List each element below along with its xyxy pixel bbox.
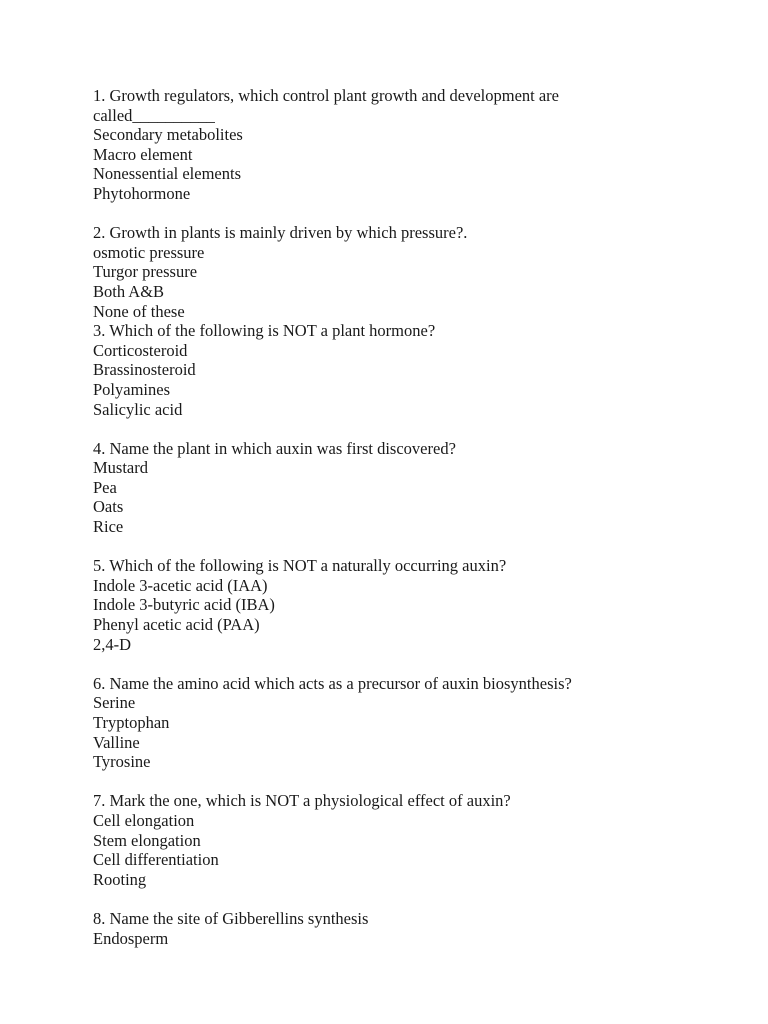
question-text: 8. Name the site of Gibberellins synthesis: [93, 908, 369, 928]
question-8: [93, 909, 768, 948]
answer-option: Polyamines: [93, 379, 170, 399]
answer-option: Oats: [93, 497, 124, 517]
question-text: 2. Growth in plants is mainly driven by which pressure?.: [93, 223, 468, 243]
answer-option: Salicylic acid: [93, 399, 183, 419]
answer-option: Indole 3-butyric acid (IBA): [93, 595, 275, 615]
answer-option: Cell differentiation: [93, 850, 219, 870]
answer-option: Endosperm: [93, 928, 169, 948]
question-1: [93, 86, 768, 204]
answer-option: Macro element: [93, 144, 193, 164]
question-text: 4. Name the plant in which auxin was first discovered?: [93, 438, 456, 458]
answer-option: Corticosteroid: [93, 340, 188, 360]
answer-option: osmotic pressure: [93, 242, 205, 262]
answer-option: None of these: [93, 301, 185, 321]
question-6: [93, 674, 768, 772]
answer-option: Both A&B: [93, 281, 165, 301]
question-text: 3. Which of the following is NOT a plant hormone?: [93, 321, 436, 341]
answer-option: Rice: [93, 517, 124, 537]
question-7: [93, 791, 768, 889]
answer-option: Nonessential elements: [93, 164, 242, 184]
answer-option: Indole 3-acetic acid (IAA): [93, 575, 268, 595]
answer-option: Secondary metabolites: [93, 125, 243, 145]
answer-option: Serine: [93, 693, 136, 713]
question-text: 6. Name the amino acid which acts as a precursor of auxin biosynthesis?: [93, 673, 572, 693]
question-3: [93, 321, 768, 419]
answer-option: Valline: [93, 732, 140, 752]
question-text: 5. Which of the following is NOT a naturally occurring auxin?: [93, 556, 507, 576]
answer-option: Stem elongation: [93, 830, 201, 850]
question-text-continued: called__________: [93, 105, 215, 125]
answer-option: Cell elongation: [93, 810, 195, 830]
question-4: [93, 439, 768, 537]
answer-option: Pea: [93, 477, 117, 497]
answer-option: Tyrosine: [93, 752, 151, 772]
answer-option: Brassinosteroid: [93, 360, 196, 380]
question-text: 7. Mark the one, which is NOT a physiological effect of auxin?: [93, 791, 511, 811]
answer-option: Phenyl acetic acid (PAA): [93, 615, 260, 635]
answer-option: 2,4-D: [93, 634, 132, 654]
answer-option: Phytohormone: [93, 183, 191, 203]
answer-option: Turgor pressure: [93, 262, 198, 282]
question-5: [93, 556, 768, 654]
answer-option: Tryptophan: [93, 713, 170, 732]
answer-option: Rooting: [93, 869, 147, 889]
question-2: [93, 223, 768, 321]
answer-option: Mustard: [93, 458, 148, 478]
question-text: 1. Growth regulators, which control plant growth and development are: [93, 86, 559, 105]
